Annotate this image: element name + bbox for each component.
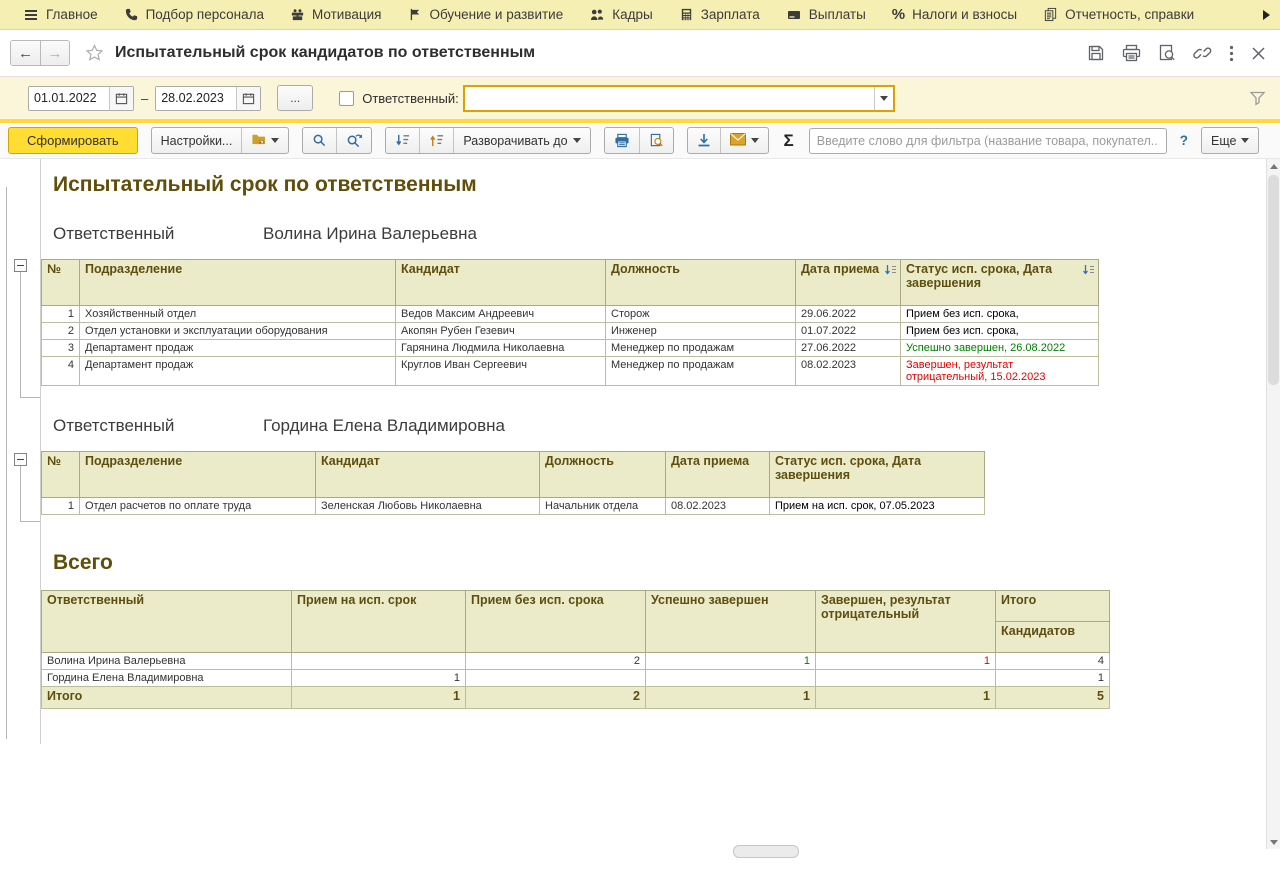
cell-position: Менеджер по продажам [606, 357, 796, 386]
table-row [42, 357, 1099, 386]
find-next-button[interactable] [336, 128, 371, 153]
vertical-scrollbar[interactable] [1266, 159, 1280, 849]
more-group [1201, 127, 1259, 154]
cell-responsible: Итого [42, 687, 292, 709]
cell-status: Завершен, результат отрицательный, 15.02.2023 [901, 357, 1099, 386]
cell-no-trial: 2 [466, 687, 646, 709]
col-on-trial: Прием на исп. срок [292, 591, 466, 653]
col-total-sub: Кандидатов [996, 622, 1110, 653]
titlebar-actions [1087, 44, 1266, 62]
chevron-down-icon [1270, 840, 1278, 845]
print-icon[interactable] [1122, 44, 1141, 62]
print-group [604, 127, 674, 154]
cell-responsible: Волина Ирина Валерьевна [42, 653, 292, 670]
cell-total: 5 [996, 687, 1110, 709]
report-titlebar [0, 30, 1280, 77]
history-nav [10, 40, 70, 66]
percent-icon: % [891, 6, 906, 23]
forward-button[interactable]: → [40, 41, 69, 65]
menu-item-home[interactable] [10, 0, 111, 29]
hamburger-icon [23, 7, 39, 23]
favorite-star-icon[interactable] [84, 43, 105, 63]
col-responsible: Ответственный [42, 591, 292, 653]
chevron-down-icon [880, 96, 888, 101]
filter-funnel-icon[interactable] [1249, 90, 1266, 106]
table-row [42, 653, 1110, 670]
cell-num: 1 [42, 498, 80, 515]
col-dept: Подразделение [80, 260, 396, 306]
totals-header-row [42, 591, 1110, 622]
report-title: Испытательный срок по ответственным [53, 173, 477, 196]
cell-candidate: Круглов Иван Сергеевич [396, 357, 606, 386]
col-num: № [42, 260, 80, 306]
cell-dept: Отдел установки и эксплуатации оборудования [80, 323, 396, 340]
print-button[interactable] [605, 128, 639, 153]
cell-negative: 1 [816, 687, 996, 709]
menu-item-hr[interactable] [576, 0, 665, 29]
settings-button[interactable]: Настройки... [160, 133, 233, 148]
col-position: Должность [606, 260, 796, 306]
cell-success: 1 [646, 687, 816, 709]
cell-num: 2 [42, 323, 80, 340]
cell-status: Прием без исп. срока, [901, 306, 1099, 323]
responsible-checkbox[interactable] [339, 91, 354, 106]
cell-on-trial: 1 [292, 687, 466, 709]
totals-title: Всего [53, 551, 113, 574]
col-no-trial: Прием без исп. срока [466, 591, 646, 653]
group-label: Ответственный [53, 224, 175, 243]
group2-bracket [20, 466, 40, 522]
col-status: Статус исп. срока, Дата завершения [770, 452, 985, 498]
main-menu-bar [0, 0, 1280, 30]
cell-on-trial [292, 653, 466, 670]
cell-position: Начальник отдела [540, 498, 666, 515]
cell-dept: Департамент продаж [80, 340, 396, 357]
responsible-label: Ответственный: [362, 90, 459, 106]
kebab-menu-icon[interactable] [1229, 45, 1234, 62]
clipboard-icon [251, 132, 266, 149]
menu-item-motivation[interactable] [277, 0, 394, 29]
col-date-sortable[interactable] [796, 260, 901, 306]
chevron-down-icon [271, 138, 279, 143]
print-preview-button[interactable] [639, 128, 673, 153]
table-row [42, 306, 1099, 323]
col-success: Успешно завершен [646, 591, 816, 653]
group2-header [41, 386, 1280, 436]
sort-descending-icon [884, 264, 897, 279]
responsible-combo [463, 85, 895, 112]
grand-total-row [42, 687, 1110, 709]
scroll-up-button[interactable] [1267, 159, 1280, 173]
period-picker-button[interactable]: ... [277, 85, 313, 111]
page-title: Испытательный срок кандидатов по ответственным [115, 44, 536, 61]
menu-item-training[interactable] [394, 0, 576, 29]
expand-to-button[interactable] [453, 128, 589, 153]
cell-status: Успешно завершен, 26.08.2022 [901, 340, 1099, 357]
cell-num: 1 [42, 306, 80, 323]
generate-button[interactable]: Сформировать [8, 127, 138, 154]
table-row [42, 670, 1110, 687]
menu-item-label: Обучение и развитие [429, 7, 564, 22]
cell-negative: 1 [816, 653, 996, 670]
group2-table [41, 451, 985, 515]
horizontal-scroll-thumb[interactable] [733, 845, 799, 858]
cell-num: 4 [42, 357, 80, 386]
cell-no-trial: 2 [466, 653, 646, 670]
group2-name: Гордина Елена Владимировна [263, 416, 505, 435]
group-outline-root [6, 187, 7, 739]
cell-negative [816, 670, 996, 687]
col-status-sortable[interactable] [901, 260, 1099, 306]
gift-icon [290, 7, 305, 22]
link-icon[interactable] [1193, 44, 1212, 62]
report-body [0, 159, 1280, 887]
phone-icon [124, 7, 139, 22]
group1-table [41, 259, 1099, 386]
date-to-input[interactable] [156, 87, 236, 110]
menu-item-label: Главное [46, 7, 98, 22]
calendar-icon[interactable] [236, 87, 260, 110]
menu-item-label: Мотивация [311, 7, 382, 22]
chevron-down-icon [573, 138, 581, 143]
col-status-label: Статус исп. срока, Дата завершения [906, 262, 1053, 290]
scroll-down-button[interactable] [1267, 835, 1280, 849]
col-num: № [42, 452, 80, 498]
group1-collapse-button[interactable] [14, 259, 27, 272]
col-candidate: Кандидат [396, 260, 606, 306]
cell-position: Инженер [606, 323, 796, 340]
cell-date: 08.02.2023 [796, 357, 901, 386]
col-candidate: Кандидат [316, 452, 540, 498]
cell-num: 3 [42, 340, 80, 357]
cell-success [646, 670, 816, 687]
menu-item-label: Отчетность, справки [1065, 7, 1195, 22]
table-row [42, 340, 1099, 357]
chevron-right-icon [1263, 10, 1270, 20]
menu-item-salary[interactable] [666, 0, 773, 29]
cell-responsible: Гордина Елена Владимировна [42, 670, 292, 687]
date-range-separator: – [141, 90, 149, 106]
back-button[interactable]: ← [11, 41, 40, 65]
expand-to-label: Разворачивать до [463, 133, 568, 148]
cell-candidate: Зеленская Любовь Николаевна [316, 498, 540, 515]
chevron-up-icon [1270, 164, 1278, 169]
menu-item-label: Налоги и взносы [912, 7, 1018, 22]
cell-position: Менеджер по продажам [606, 340, 796, 357]
responsible-input[interactable] [465, 87, 874, 110]
report-variants-button[interactable] [241, 128, 288, 153]
cell-success: 1 [646, 653, 816, 670]
group-label: Ответственный [53, 416, 175, 435]
card-icon [786, 7, 802, 23]
cell-status: Прием на исп. срок, 07.05.2023 [770, 498, 985, 515]
group2-collapse-button[interactable] [14, 453, 27, 466]
cell-position: Сторож [606, 306, 796, 323]
flag-icon [407, 7, 422, 22]
menu-item-label: Зарплата [700, 7, 760, 22]
cell-date: 29.06.2022 [796, 306, 901, 323]
menu-item-label: Выплаты [808, 7, 866, 22]
cell-candidate: Ведов Максим Андреевич [396, 306, 606, 323]
cell-dept: Хозяйственный отдел [80, 306, 396, 323]
table-header-row [42, 260, 1099, 306]
more-button[interactable] [1202, 128, 1258, 153]
vertical-scroll-thumb[interactable] [1268, 175, 1279, 385]
cell-no-trial [466, 670, 646, 687]
group1-bracket [20, 272, 40, 398]
cell-date: 01.07.2022 [796, 323, 901, 340]
date-from-input[interactable] [29, 87, 109, 110]
table-row [42, 498, 985, 515]
totals-table [41, 590, 1110, 709]
help-button[interactable]: ? [1179, 133, 1188, 148]
col-date-label: Дата приема [801, 262, 880, 276]
expand-group [385, 127, 590, 154]
date-to-group [155, 86, 261, 111]
col-dept: Подразделение [80, 452, 316, 498]
menu-item-payments[interactable] [773, 0, 879, 29]
cell-total: 1 [996, 670, 1110, 687]
group1-header [41, 197, 1280, 244]
collapse-all-button[interactable] [419, 128, 453, 153]
expand-all-button[interactable] [386, 128, 419, 153]
cell-date: 27.06.2022 [796, 340, 901, 357]
table-header-row [42, 452, 985, 498]
preview-icon[interactable] [1158, 44, 1176, 62]
cell-total: 4 [996, 653, 1110, 670]
calendar-icon[interactable] [109, 87, 133, 110]
group1-name: Волина Ирина Валерьевна [263, 224, 477, 243]
export-group [687, 127, 769, 154]
save-icon[interactable] [1087, 44, 1105, 62]
table-row [42, 323, 1099, 340]
sort-descending-icon [1082, 264, 1095, 279]
quick-filter-input[interactable] [809, 128, 1167, 154]
cell-candidate: Акопян Рубен Гезевич [396, 323, 606, 340]
find-button[interactable] [303, 128, 336, 153]
send-mail-button[interactable] [720, 128, 768, 153]
cell-date: 08.02.2023 [666, 498, 770, 515]
settings-group [151, 127, 290, 154]
cell-on-trial: 1 [292, 670, 466, 687]
save-file-button[interactable] [688, 128, 720, 153]
menu-item-label: Кадры [612, 7, 653, 22]
col-position: Должность [540, 452, 666, 498]
menu-overflow-button[interactable] [1259, 10, 1274, 20]
report-toolbar [0, 123, 1280, 159]
menu-item-label: Подбор персонала [145, 7, 264, 22]
calculator-icon [679, 7, 694, 22]
search-group [302, 127, 372, 154]
cell-dept: Отдел расчетов по оплате труда [80, 498, 316, 515]
chevron-down-icon [1241, 138, 1249, 143]
menu-item-taxes[interactable] [879, 0, 1030, 29]
col-total: Итого [996, 591, 1110, 622]
col-negative: Завершен, результат отрицательный [816, 591, 996, 653]
report-content [40, 159, 1280, 744]
cell-dept: Департамент продаж [80, 357, 396, 386]
envelope-icon [730, 133, 746, 149]
menu-item-reporting[interactable] [1030, 0, 1207, 29]
date-from-group [28, 86, 134, 111]
autosum-button[interactable]: Σ [783, 130, 794, 150]
close-icon[interactable] [1251, 46, 1266, 61]
documents-icon [1043, 7, 1058, 22]
col-date: Дата приема [666, 452, 770, 498]
people-icon [589, 7, 605, 23]
chevron-down-icon [751, 138, 759, 143]
more-label: Еще [1211, 133, 1237, 148]
combo-dropdown-button[interactable] [874, 87, 893, 110]
cell-status: Прием без исп. срока, [901, 323, 1099, 340]
cell-candidate: Гарянина Людмила Николаевна [396, 340, 606, 357]
menu-item-recruiting[interactable] [111, 0, 277, 29]
filter-panel [0, 77, 1280, 119]
